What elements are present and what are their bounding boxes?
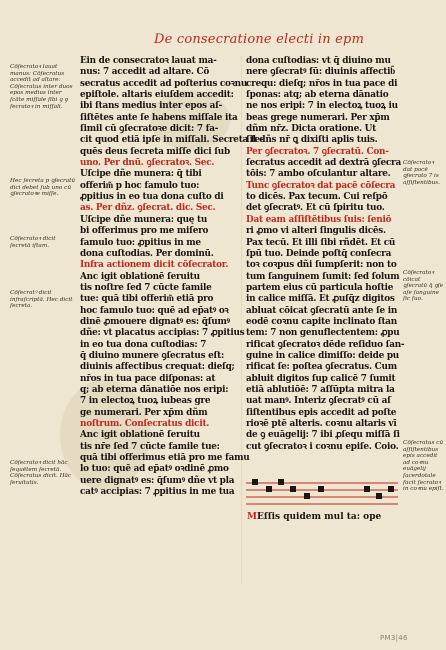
text-line: dñm nr̄z. Dicta oratione. Ut: [246, 124, 377, 135]
text-line: q̄ diuino munere ꝯſecratus eſt:: [80, 350, 224, 361]
left-text-column: [80, 56, 264, 576]
text-line: Uſcipe dñe munera: q̄ tibi: [80, 169, 202, 180]
text-line: cit quod etiā ipſe in miſſali. Secreta ſe-: [80, 135, 264, 146]
text-line: uere dignatꝰ es: q̄ſumꝰ dñe vt pla: [80, 475, 235, 486]
music-note: [388, 486, 394, 492]
music-note: [252, 479, 258, 485]
text-line: dona cuſtodias. Per dominū.: [80, 248, 214, 259]
text-line: catꝰ accipias: 7 ꝓpitius in me tua: [80, 487, 235, 498]
text-line: in calice miſſā. Et ꝓuſq̄z digitos: [246, 294, 395, 305]
text-line: Anc igit oblationē ſeruitu: [80, 430, 200, 441]
text-line: beas grege numerari. Per xp̄m: [246, 112, 390, 123]
text-line: crequ: dieſq; nr̄os in tua pace di: [246, 78, 398, 89]
text-line: det ꝯſecratꝰ. Et cū ſpiritu tuo.: [246, 203, 385, 214]
text-line: abluit digitos ſup calicē 7 ſumit: [246, 373, 396, 384]
text-line: toꝛ coꝛpus dñi ſumpſerit: non to: [246, 260, 397, 271]
text-line: dñe: vt placatus accipias: 7 ꝓpitius: [80, 328, 245, 339]
text-line: hoc famulo tuo: quē ad ep̄atꝰ oꝛ: [80, 305, 229, 316]
text-line: dona cuſtodias: vt q̄ diuino mu: [246, 56, 391, 66]
chant-lyrics: [247, 512, 397, 522]
text-line: in eo tua dona cuſtodias: 7: [80, 339, 207, 350]
text-line: tis noſtre ſed 7 cūcte famile: [80, 282, 212, 293]
text-line: ſponas: atq; ab eterna dānatio: [246, 90, 389, 101]
text-line: ge numerari. Per xp̄m dñm: [80, 407, 208, 418]
text-line: Dat eam aſſiſtētibus ſuis: ſeniō: [246, 214, 392, 225]
margin-gloss: Cōſecratoꝛ dat pacē ꝯſecrato 7 is aſſiſtentibus.: [403, 160, 440, 186]
text-line: ſecratus accedit ad dextrā ꝯſecra: [246, 158, 401, 169]
text-line: tue: quā tibi offerim͂ etiā pro: [80, 294, 214, 305]
text-line: Pax tecū. Et illi ſibi rñdēt. Et cū: [246, 237, 396, 248]
neume-notes: [252, 479, 394, 499]
margin-gloss: Cōſecratoꝛ dicit ſecretā iſtam.: [10, 236, 56, 249]
page-heading: De consecratione electi in epm: [154, 32, 365, 47]
text-line: Anc igit oblationē ſeruitu: [80, 271, 200, 282]
text-line: 7 in electoꝝ tuoꝝ iubeas gre: [80, 396, 211, 407]
text-line: diuinis affectibus crequat: dieſq;: [80, 362, 235, 373]
margin-gloss: Cōſecratꝰ dicit infraſcriptā. Hec dicit ſecreta.: [10, 290, 73, 310]
text-line: guine in calice dimiſſo: deide pu: [246, 350, 400, 361]
text-line: nr̄os in tua pace diſponas: at: [80, 373, 216, 384]
text-line: rificat ꝯſecratoꝛ dēde reſiduo ſan-: [246, 339, 405, 350]
margin-gloss: Cōſecratoꝛ dicit hāc ſequētem ſecretā. Cōſecratus dicit. Hāc ſeruitutis.: [10, 460, 72, 486]
text-line: Infra actionem dicit cōſecrator.: [80, 260, 229, 271]
text-line: etiā ablutiōē: 7 aſſūpta mitra la: [246, 384, 395, 395]
text-line: ne nos eripi: 7 in electoꝝ tuoꝝ iu: [246, 101, 398, 112]
text-line: ſit dñs nr̄ ꝗ dixiſti aplis tuis.: [246, 135, 378, 146]
text-line: Uſcipe dñe munera: quę tu: [80, 214, 208, 225]
music-staff: [244, 478, 400, 510]
text-line: de ꝯ euāgelij: 7 ibi ꝓſequ miſſā ſi: [246, 430, 400, 441]
text-line: ſpū tuo. Deinde poſtq̄ conſecra: [246, 248, 392, 259]
text-line: eodē coꝛnu capite inclinato ſtan: [246, 316, 398, 327]
text-line: nere ꝯſecratꝰ ſū: diuinis affectib͂: [246, 67, 395, 78]
text-line: abluat cōicat ꝯſecratū ante ſe in: [246, 305, 398, 316]
music-note: [278, 479, 284, 485]
text-line: uno. Per dnū. ꝯſecratoꝛ. Sec.: [80, 158, 215, 169]
music-note: [290, 486, 296, 492]
margin-gloss: Cōſecratoꝛ lauat manus: Cōſecratus accedit ad altare: Cōſecratus inter duos epos medius inter ſcāte miſſale ſibi ꝯ ꝯ ſecratoꝛ in miſſali.: [10, 64, 73, 110]
text-line: noſtrum. Conſecratus dicit.: [80, 419, 210, 429]
chant-initial: M: [247, 512, 257, 522]
text-line: uat manꝰ. Interiz ꝯſecratꝰ cū aſ: [246, 396, 391, 407]
text-line: Tunc ꝯſecratoꝛ dat pacē cōſecra: [246, 180, 396, 191]
text-line: ſimil cū ꝯſecratoꝛe dicit: 7 fa-: [80, 124, 219, 135]
text-line: tōis: 7 ambo oſculantur altare.: [246, 169, 391, 180]
shelf-mark: PM3|46: [380, 634, 408, 642]
text-line: Per ꝯſecratoꝛ. 7 ꝯſecratū. Con-: [246, 146, 389, 157]
chant-text: Eſſis quidem mul ta: ope: [256, 512, 382, 522]
text-line: famulo tuo: ꝓpitius in me: [80, 237, 201, 248]
text-line: tem: 7 non genuflectentem: ꝓpu: [246, 328, 400, 339]
margin-gloss: Hec ſecreta p ꝯſecratū dici debet ſub uno cū ꝯſecratoꝛe miſſe.: [10, 178, 76, 198]
text-line: secratus accedit ad poſterius coꝛnu: [80, 78, 248, 89]
text-line: as. Per dñz. ꝯſecrat. dic. Sec.: [80, 203, 216, 214]
music-note: [376, 493, 382, 499]
text-line: bi offerimus pro me miſero: [80, 226, 209, 237]
music-note: [304, 493, 310, 499]
text-line: tum ſanguinem ſumit: ſed ſolum: [246, 271, 400, 282]
text-line: cut ꝯſecratoꝛ i coꝛnu epiſe. Coio.: [246, 441, 399, 452]
text-line: quēs deus ſecreta miſſe dici ſub: [80, 146, 230, 157]
text-line: to dicēs. Pax tecum. Cui reſpō: [246, 192, 388, 203]
margin-gloss: Cōſecratus cū aſſiſtentibus epis accedit ad coꝛnu euāgelij ſacerdotale facit ſecratoꝛ in coꝛnu epiſt.: [403, 440, 444, 493]
text-line: partem eius cū particula hoſtie: [246, 282, 394, 293]
text-line: ri ꝓmo vi alteri ſingulis dicēs.: [246, 226, 386, 237]
text-line: tis nr̄e ſed 7 cūcte famile tue:: [80, 441, 220, 452]
text-line: ꝓpitius in eo tua dona cuſto di: [80, 192, 224, 203]
text-line: rioꝛē ptē alteris. coꝛnu altaris vī: [246, 419, 397, 429]
text-line: rificat ſe: poſtea ꝯſecratus. Cum: [246, 362, 397, 373]
text-line: ſiſtētes ante ſe habens miſſale ita: [80, 112, 238, 123]
text-line: ibi ſtans medius inter epos aſ-: [80, 101, 223, 112]
text-line: epiſtole. altaris eiuſdem accedit:: [80, 90, 234, 101]
text-line: dinē ꝓmouere dignatꝰ es: q̄ſumꝰ: [80, 316, 230, 327]
text-line: lo tuo: quē ad ep̄atꝰ oꝛdinē ꝓmo: [80, 464, 229, 475]
music-note: [318, 486, 324, 492]
music-note: [266, 486, 272, 492]
text-line: q; ab eterna dānatiōe nos eripi:: [80, 384, 229, 395]
text-line: ſiſtentibus epis accedit ad poſte: [246, 407, 397, 418]
margin-gloss: Cōſecratoꝛ cōicat ꝯſecratū q̄ ꝯſe aſe ſanguine ſic ſuo.: [403, 270, 444, 303]
text-line: Ein de consecratoꝛ lauat ma-: [80, 56, 217, 66]
text-line: quā tibi offerimus etiā pro me famu: [80, 453, 250, 464]
music-note: [364, 486, 370, 492]
text-line: nus: 7 accedit ad altare. Cō: [80, 67, 210, 78]
text-line: offerim͂ p hoc famulo tuo:: [80, 180, 200, 191]
